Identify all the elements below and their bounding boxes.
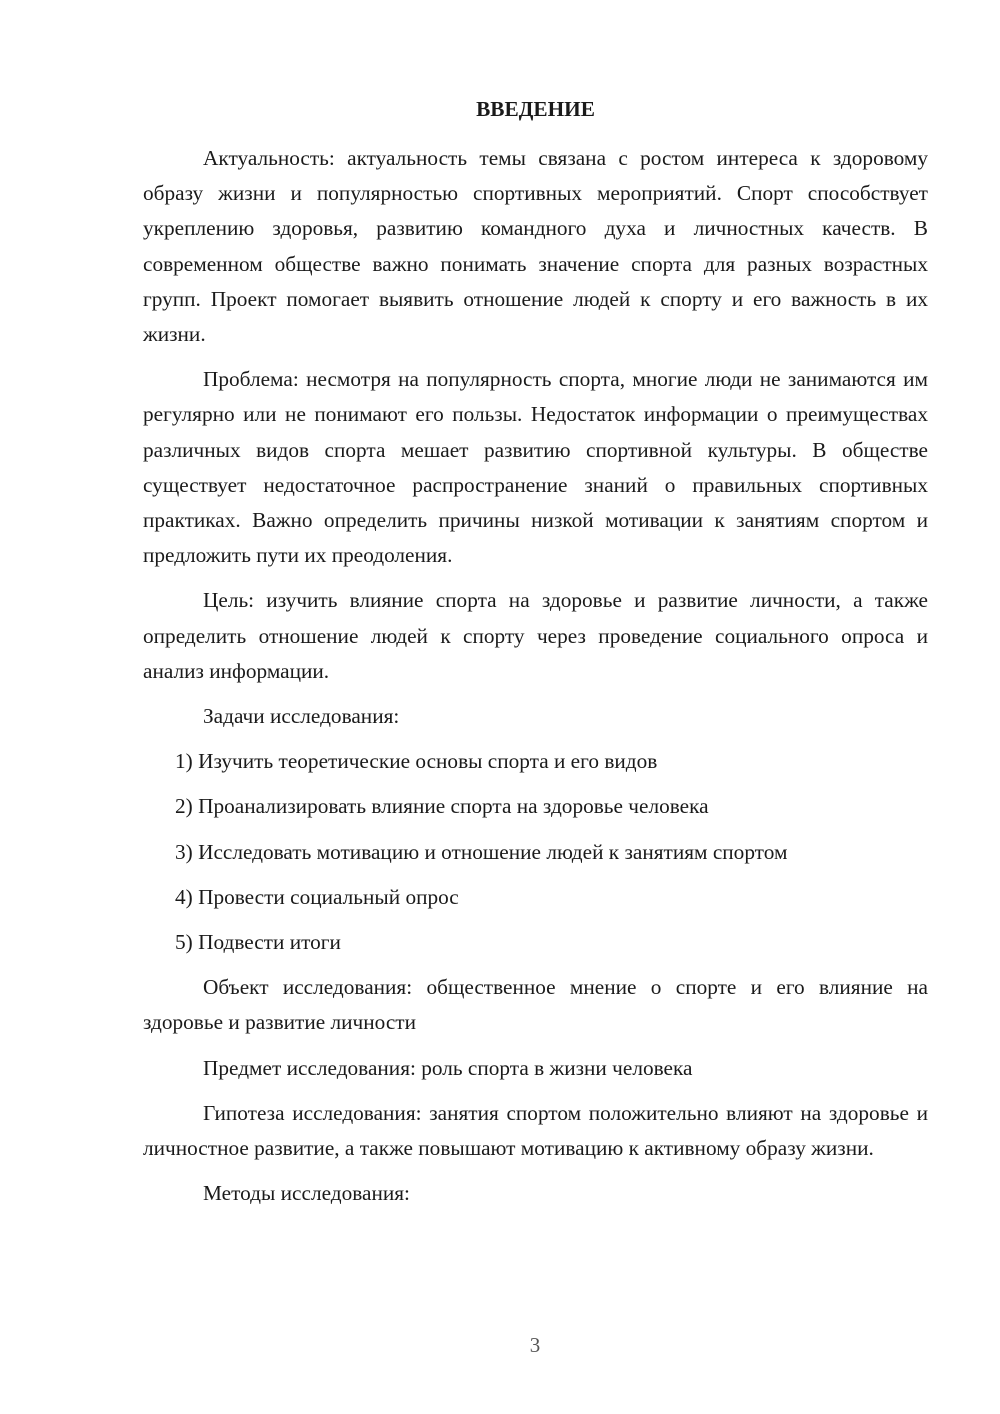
task-item: 5) Подвести итоги <box>175 930 341 955</box>
tasks-list <box>143 744 928 960</box>
task-item: 1) Изучить теоретические основы спорта и его видов <box>175 749 658 774</box>
tasks-heading: Задачи исследования: <box>203 704 400 729</box>
page-number: 3 <box>529 1333 541 1357</box>
goal-paragraph: Цель: изучить влияние спорта на здоровье и развитие личности, а также определить отношение людей к спорту через проведение социального опроса и анализ информации. <box>143 588 928 683</box>
task-item: 3) Исследовать мотивацию и отношение людей к занятиям спортом <box>175 839 788 864</box>
methods-heading: Методы исследования: <box>203 1181 410 1206</box>
relevance-paragraph: Актуальность: актуальность темы связана с ростом интереса к здоровому образу жизни и популярностью спортивных мероприятий. Спорт способствует укреплению здоровья, развитию командного духа и личностных качеств. В современном обществе важно понимать значение спорта для разных возрастных групп. Проект помогает выявить отношение людей к спорту и его важность в их жизни. <box>143 146 928 347</box>
task-item: 2) Проанализировать влияние спорта на здоровье человека <box>175 794 709 819</box>
object-paragraph: Объект исследования: общественное мнение о спорте и его влияние на здоровье и развитие личности <box>143 975 928 1035</box>
problem-paragraph: Проблема: несмотря на популярность спорта, многие люди не занимаются им регулярно или не понимают его пользы. Недостаток информации о преимуществах различных видов спорта мешает развитию спортивной культуры. В обществе существует недостаточное распространение знаний о правильных спортивных практиках. Важно определить причины низкой мотивации к занятиям спортом и предложить пути их преодоления. <box>143 367 928 568</box>
subject-paragraph: Предмет исследования: роль спорта в жизни человека <box>203 1055 693 1080</box>
hypothesis-paragraph: Гипотеза исследования: занятия спортом положительно влияют на здоровье и личностное развитие, а также повышают мотивацию к активному образу жизни. <box>143 1100 928 1161</box>
document-page <box>143 92 928 1221</box>
section-title: ВВЕДЕНИЕ <box>476 97 595 121</box>
task-item: 4) Провести социальный опрос <box>175 884 459 909</box>
